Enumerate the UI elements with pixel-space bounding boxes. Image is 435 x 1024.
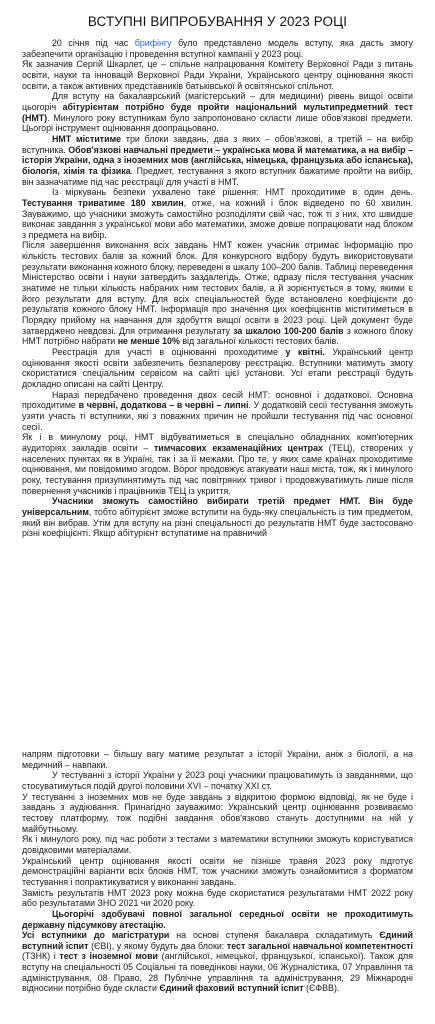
paragraph: [22, 134, 413, 187]
text-run: Для вступу на бакалаврський (магістерський – для медицини) рівень вищої освіти цьогоріч: [22, 91, 413, 112]
text-run: . Минулого року вступникам було запропоновано скласти лише обов'язкові предмети. Цьогорі інструмент оцінювання доопрацьовано.: [22, 112, 413, 134]
paragraph: [22, 909, 413, 930]
paragraph: [22, 930, 413, 994]
bold-text: Цьогорічі здобувачі повної загальної середньої освіти не проходитимуть державну підсумкову атестацію.: [22, 908, 413, 930]
text-run: Після завершення виконання всіх завдань НМТ кожен учасник отримає інформацію про кількість тестових балів за кожний блок. Для конкурсного відбору будуть використовувати результати виконання кожного блоку, переведені в шкалу 100–200 балів. Таблиці переведення Міністерство освіти і науки затвердить заздалегідь. Отже, одразу після тестування учасник знатиме не тільки кількість набраних ним тестових балів, а й зорієнтується в тому, якими є його результати для вступу. Для всіх спеціальностей буде встановлено коефіцієнти до результатів кожного блоку НМТ. Інформація про значення цих коефіцієнтів міститиметься в Порядку прийому на навчання для здобуття вищої освіти в 2023 році. Цей документ буде затверджено невдовзі. Для отримання результату: [22, 240, 413, 336]
paragraph: [22, 792, 413, 835]
paragraph: [22, 38, 413, 59]
paragraph: [22, 749, 413, 770]
text-run: Як зазначив Сергій Шкарлет, це – спільне напрацювання Комітету Верховної Ради з питань освіти, науки та інновацій Верховної Ради України, Українського центру оцінювання якості освіти, а також активних представників батьківської й освітянської спільнот.: [22, 59, 413, 91]
text-run: з кожного блоку НМТ потрібно набрати: [22, 325, 413, 347]
paragraph: [22, 770, 413, 791]
text-run: від загальної кількості тестових балів.: [179, 336, 339, 347]
bold-text: Тестування триватиме 180 хвилин: [22, 197, 184, 208]
text-run: Замість результатів НМТ 2023 року можна буде скористатися результатами НМТ 2022 року або результатами ЗНО 2021 чи 2020 року.: [22, 887, 413, 909]
bold-text: Усі вступники до магістратури: [22, 930, 170, 941]
paragraph: [22, 856, 413, 888]
bold-text: Єдиний вступний іспит: [22, 930, 413, 951]
bold-text: абітурієнтам потрібно буде пройти національний мультипредметний тест (НМТ): [22, 101, 413, 123]
text-run: Як і минулого року, під час роботи з тестами з математики вступники зможуть користуватися довідковими матеріалами.: [22, 834, 413, 855]
document-page-2: [0, 728, 435, 1024]
text-run: на основі ступеня бакалавра складатимуть: [169, 930, 380, 941]
text-run: (ЄФВВ).: [303, 983, 340, 994]
bold-text: Обов'язкові навчальні предмети – українська мова й математика, а на вибір – історія України, одна з іноземних мов (англійська, німецька, французька або іспанська), біологія, хімія та фізика: [22, 144, 414, 176]
text-run: було представлено модель вступу, яка дасть змогу забезпечити організацію і проведення вступної кампанії у 2023 році.: [22, 38, 413, 59]
bold-text: не менше 10%: [117, 336, 180, 347]
text-run: (ЄВІ), у якому будуть два блоки:: [88, 940, 227, 951]
text-run: . Предмет, тестування з якого вступник бажатиме пройти на вибір, він зазначатиме під час реєстрації для участі в НМТ.: [22, 165, 413, 187]
text-run: Із міркувань безпеки ухвалено таке рішення: НМТ проходитиме в один день.: [52, 187, 413, 198]
bold-text: Учасники зможуть самостійно вибирати третій предмет НМТ. Він буде універсальним: [22, 496, 413, 517]
bold-text: тест з іноземної мови: [59, 951, 158, 962]
text-run: , тобто абітурієнт зможе вступити на будь-яку спеціальність із тим предметом, який він вибрав. Утім для вступу на різні спеціальності до результатів НМТ буде застосовано різні коефіцієнті. Якщо абітурієнт вступатиме на правничий: [22, 506, 413, 539]
bold-text: тест загальної навчальної компетентності: [226, 940, 413, 951]
bold-text: НМТ міститиме: [52, 133, 122, 144]
text-run: 20 січня під час: [52, 38, 135, 48]
page-gap: [0, 662, 435, 728]
text-run: У тестуванні з історії України у 2023 році учасники працюватимуть із завданнями, що стосуватимуться подій другої половини XVI – початку XXI ст.: [22, 770, 413, 791]
text-run: Наразі передбачено проведення двох сесій НМТ: основної і додаткової. Основна проходитиме: [22, 389, 413, 411]
paragraph: [22, 834, 413, 855]
bold-text: тимчасових екзаменаційних центрах: [153, 442, 323, 453]
page-1-body: [22, 38, 413, 539]
text-run: Як і в минулому році, НМТ відбуватиметься в спеціально обладнаних комп'ютерних аудиторіях закладів освіти –: [22, 432, 413, 453]
text-run: три блоки завдань, два з яких – обов'язкові, а третій – на вибір вступника.: [22, 133, 413, 155]
bold-text: за шкалою 100-200 балів: [233, 325, 344, 336]
paragraph: [22, 59, 413, 91]
text-run: напрям підготовки – більшу вагу матиме результат з історії України, аніж з біології, а на медичний – навпаки.: [22, 749, 413, 770]
paragraph: [22, 496, 413, 539]
text-run: , отже, на кожний і блок відведено по 60 хвилин. Зауважимо, що учасники зможуть самостійно розподіляти свій час, тож ті з них, хто швидше виконає завдання з української мови або математики, зможе довше попрацювати над блоком з предмета на вибір.: [22, 197, 413, 240]
text-run: (англійської, німецької, французької, іспанської). Також для вступу на спеціальності 05 Соціальні та поведінкові науки, 06 Журналістика, 07 Управління та адміністрування, 08 Право, 28 Публічне управління та адміністрування, 29 Міжнародні відносини потрібно буде скласти: [22, 951, 413, 994]
page-2-body: [22, 749, 413, 994]
text-run: (ТЗНК) і: [22, 951, 60, 962]
paragraph: [22, 347, 413, 390]
paragraph: [22, 432, 413, 496]
paragraph: [22, 888, 413, 909]
bold-text: у квітні.: [285, 347, 325, 358]
bold-text: в червні, додаткова – в червні – липні: [78, 400, 249, 411]
paragraph: [22, 390, 413, 433]
paragraph: [22, 91, 413, 134]
text-run: . У додатковій сесії тестування зможуть узяти участь ті вступники, які з поважних причин не пройшли тестування під час основної сесії.: [22, 400, 414, 432]
paragraph: [22, 187, 413, 240]
text-run: Реєстрація для участі в оцінюванні проходитиме: [52, 347, 286, 358]
text-run: (ТЕЦ), створених у населених пунктах як в Україні, так і за її межами. Про те, у яких саме країнах проходитиме оцінювання, ми повідомимо згодом. Ворог продовжує атакувати наші міста, тож, як і минулого року, тестування призупинятимуть під час повітряних тривог і продовжуватимуть лише після повернення учасників і працівників ТЕЦ із укриття.: [22, 442, 413, 496]
bold-text: Єдиний фаховий вступний іспит: [159, 983, 304, 994]
text-run: Український центр оцінювання якості освіти не пізніше травня 2023 року підготує демонстраційні варіанти всіх блоків НМТ, тож учасники зможуть ознайомитися з форматом тестування і попрактикуватися у виконанні завдань.: [22, 855, 413, 887]
paragraph: [22, 240, 413, 347]
text-run: Український центр оцінювання якості освіти забезпечить безпаперову реєстрацію. Вступники матимуть змогу скористатися спеціальним сервісом на сайті цієї установи. Усі етапи реєстрації будуть докладно описані на сайті Центру.: [22, 347, 413, 389]
briefing-link[interactable]: брифінгу: [134, 38, 172, 48]
text-run: У тестуванні з іноземних мов не буде завдань з відкритою формою відповіді, як не буде і завдань з аудіювання. Принагідно зауважимо: Український центр оцінювання розвиваємо тестову платформу, тож подібні завдання обов'язково стануть доступними на ній у майбутньому.: [22, 791, 413, 834]
page-title: ВСТУПНІ ВИПРОБУВАННЯ У 2023 РОЦІ: [87, 14, 348, 29]
